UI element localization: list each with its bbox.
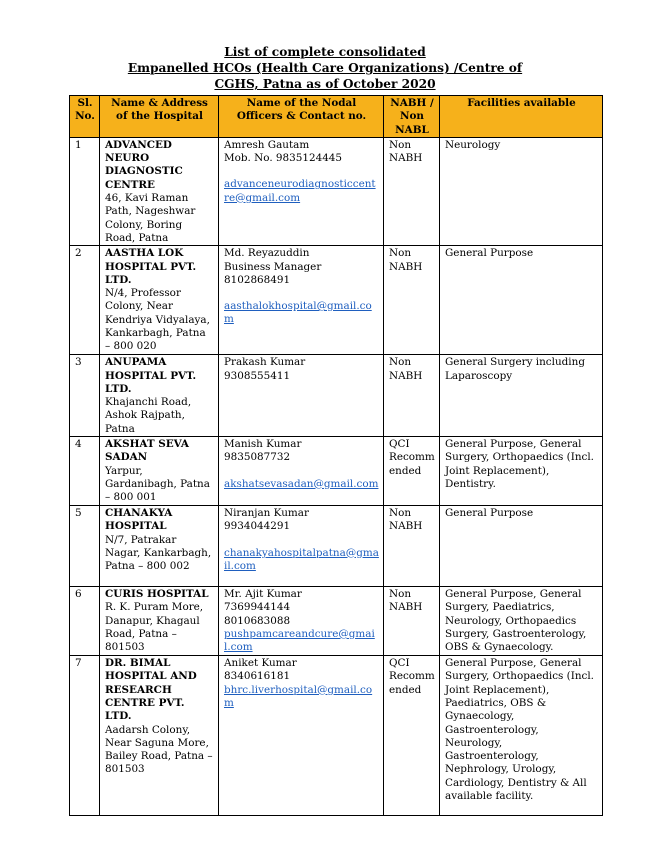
table-row (70, 656, 603, 816)
facilities-cell: General Surgery including Laparoscopy (440, 355, 603, 437)
nabh-cell: Non NABH (384, 587, 440, 656)
table-header-row (70, 96, 603, 138)
hospital-name: CHANAKYA HOSPITAL (105, 507, 173, 533)
facilities-cell: Neurology (440, 137, 603, 245)
facilities-cell: General Purpose (440, 506, 603, 587)
nodal-cell (219, 246, 384, 355)
hospital-address: Khajanchi Road, Ashok Rajpath, Patna (105, 396, 192, 435)
officer-name: Niranjan Kumar (224, 507, 309, 520)
officer-name: Aniket Kumar (224, 657, 297, 670)
title-line-1: List of complete consolidated (224, 45, 426, 59)
officer-contact: 9934044291 (224, 520, 291, 533)
hospital-address: Yarpur, Gardanibagh, Patna – 800 001 (105, 464, 210, 504)
hospital-address: N/4, Professor Colony, Near Kendriya Vidyalaya, Kankarbagh, Patna – 800 020 (105, 287, 210, 353)
nodal-cell (219, 587, 384, 656)
nodal-cell (219, 355, 384, 437)
hospital-cell (100, 506, 219, 587)
sl-cell: 1 (70, 137, 100, 245)
table-row (70, 587, 603, 656)
hospital-cell (100, 355, 219, 437)
officer-contact: 7369944144 (224, 601, 291, 614)
officer-name: Mr. Ajit Kumar (224, 588, 302, 601)
nabh-cell: Non NABH (384, 506, 440, 587)
email-link[interactable]: aasthalokhospital@gmail.com (224, 300, 372, 326)
sl-cell: 2 (70, 246, 100, 355)
hospital-cell (100, 437, 219, 506)
header-nodal: Name of the Nodal Officers & Contact no. (219, 96, 384, 138)
hospital-cell (100, 246, 219, 355)
hospital-address: R. K. Puram More, Danapur, Khagaul Road, Patna – 801503 (105, 601, 204, 654)
hospital-table (69, 95, 603, 816)
sl-cell: 6 (70, 587, 100, 656)
hospital-name: AKSHAT SEVA SADAN (105, 438, 189, 464)
email-link[interactable]: bhrc.liverhospital@gmail.com (224, 683, 373, 709)
nabh-cell: Non NABH (384, 355, 440, 437)
nabh-cell: QCI Recommended (384, 656, 440, 816)
title-line-2: Empanelled HCOs (Health Care Organizations) /Centre of (127, 61, 523, 75)
hospital-name: ADVANCED NEURO DIAGNOSTIC CENTRE (105, 138, 183, 191)
hospital-cell (100, 137, 219, 245)
title-line-3: CGHS, Patna as of October 2020 (214, 77, 436, 91)
table-row (70, 506, 603, 587)
sl-cell: 5 (70, 506, 100, 587)
nodal-cell (219, 137, 384, 245)
officer-contact-2: 8010683088 (224, 614, 291, 627)
table-row (70, 246, 603, 355)
email-link[interactable]: akshatsevasadan@gmail.com (224, 477, 379, 490)
officer-contact: 9835087732 (224, 451, 291, 464)
facilities-cell: General Purpose, General Surgery, Paediatrics, Neurology, Orthopaedics Surgery, Gastroenterology, OBS & Gynaecology. (440, 587, 603, 656)
header-facilities: Facilities available (440, 96, 603, 138)
table-row (70, 437, 603, 506)
header-sl: Sl. No. (70, 96, 100, 138)
hospital-name: AASTHA LOK HOSPITAL PVT. LTD. (105, 247, 197, 286)
officer-contact: Business Manager (224, 260, 322, 273)
hospital-address: Aadarsh Colony, Near Saguna More, Bailey Road, Patna – 801503 (105, 723, 213, 776)
sl-cell: 7 (70, 656, 100, 816)
officer-name: Amresh Gautam (224, 138, 310, 151)
sl-cell: 4 (70, 437, 100, 506)
facilities-cell: General Purpose, General Surgery, Orthopaedics (Incl. Joint Replacement), Dentistry. (440, 437, 603, 506)
table-row (70, 355, 603, 437)
nodal-cell (219, 437, 384, 506)
header-name: Name & Address of the Hospital (100, 96, 219, 138)
hospital-address: 46, Kavi Raman Path, Nageshwar Colony, Boring Road, Patna (105, 192, 196, 244)
document-title (0, 44, 650, 92)
officer-name: Md. Reyazuddin (224, 247, 310, 260)
officer-name: Manish Kumar (224, 438, 302, 451)
hospital-name: DR. BIMAL HOSPITAL AND RESEARCH CENTRE PVT. LTD. (105, 657, 197, 723)
hospital-cell (100, 656, 219, 816)
email-link[interactable]: pushpamcareandcure@gmail.com (224, 627, 375, 654)
officer-name: Prakash Kumar (224, 356, 306, 369)
officer-contact: 8340616181 (224, 670, 291, 683)
sl-cell: 3 (70, 355, 100, 437)
table-row (70, 137, 603, 245)
hospital-cell (100, 587, 219, 656)
email-link[interactable]: chanakyahospitalpatna@gmail.com (224, 546, 379, 572)
nodal-cell (219, 506, 384, 587)
officer-contact: Mob. No. 9835124445 (224, 152, 343, 165)
hospital-name: CURIS HOSPITAL (105, 588, 209, 601)
facilities-cell: General Purpose (440, 246, 603, 355)
officer-contact: 9308555411 (224, 369, 291, 382)
facilities-cell: General Purpose, General Surgery, Orthopaedics (Incl. Joint Replacement), Paediatrics, OBS & Gynaecology, Gastroenterology, Neurology, Gastroenterology, Nephrology, Urology, Cardiology, Dentistry & All available facility. (440, 656, 603, 816)
hospital-name: ANUPAMA HOSPITAL PVT. LTD. (105, 356, 197, 395)
nabh-cell: QCI Recommended (384, 437, 440, 506)
nabh-cell: Non NABH (384, 137, 440, 245)
email-link[interactable]: advanceneurodiagnosticcentre@gmail.com (224, 178, 376, 204)
nodal-cell (219, 656, 384, 816)
hospital-address: N/7, Patrakar Nagar, Kankarbagh, Patna – 800 002 (105, 533, 212, 573)
header-nabh: NABH / Non NABL (384, 96, 440, 138)
officer-contact-2: 8102868491 (224, 273, 291, 286)
nabh-cell: Non NABH (384, 246, 440, 355)
